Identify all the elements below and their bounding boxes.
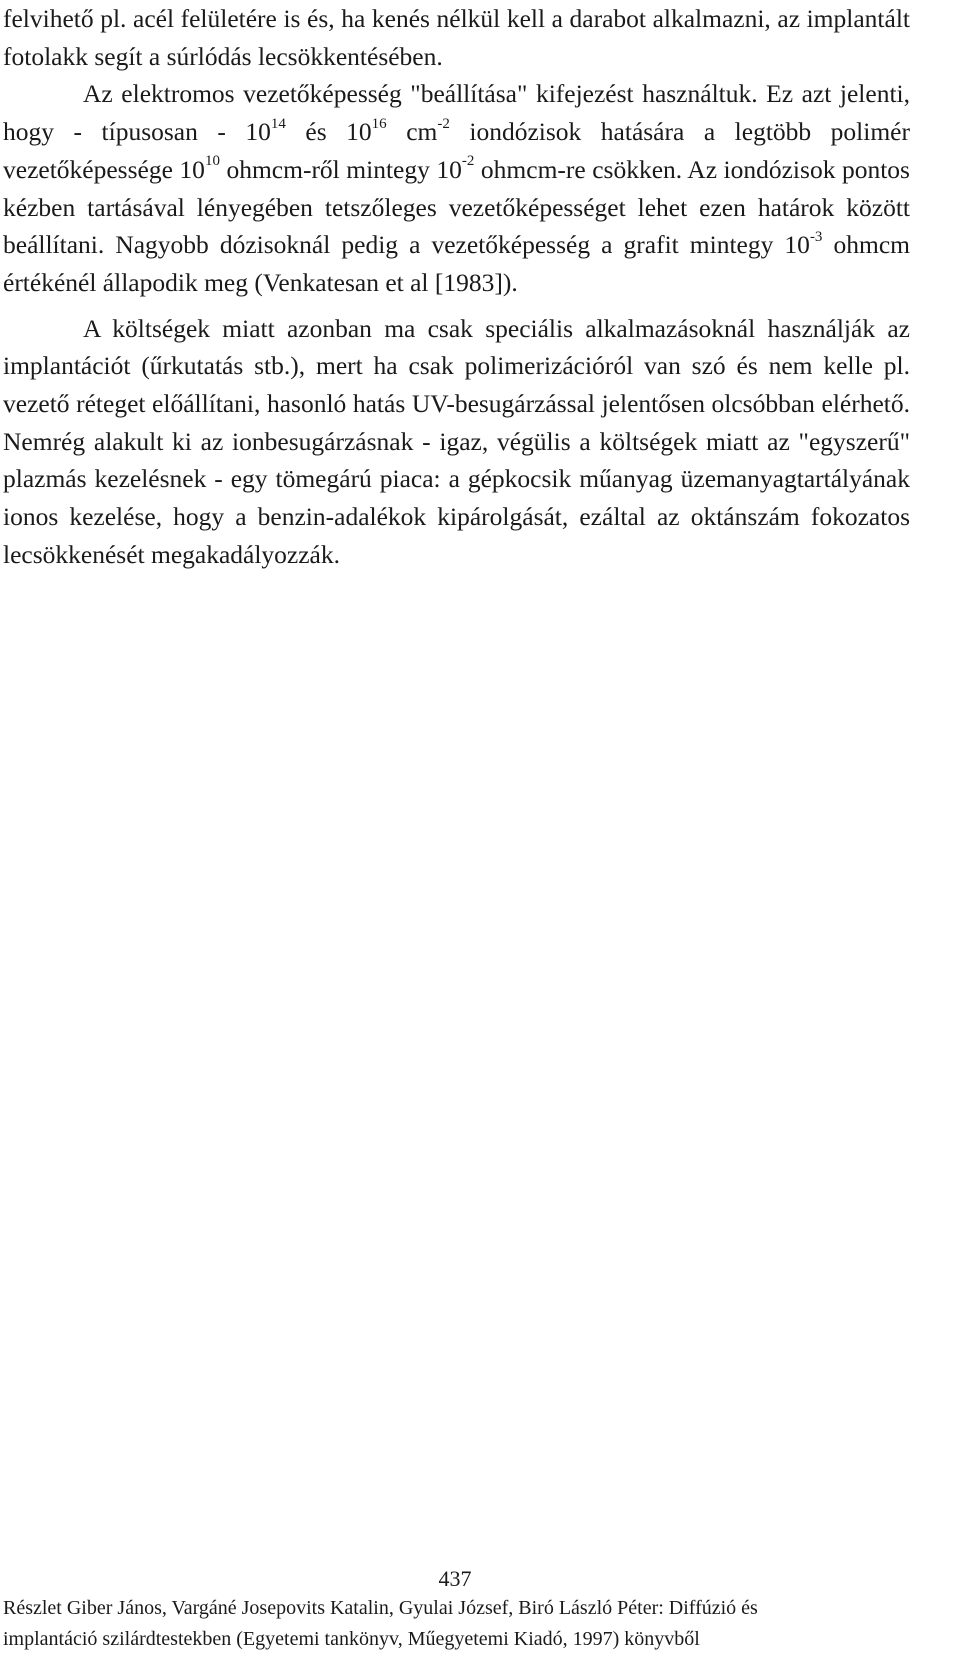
- paragraph-2-text: ohmcm-ről mintegy 10: [219, 154, 462, 184]
- paragraph-3: A költségek miatt azonban ma csak speciális alkalmazásoknál használják az implantációt (űrkutatás stb.), mert ha csak polimerizációról van szó és nem kelle pl. vezető réteget előállítani, hasonló hatás UV-besugárzással jelentősen olcsóbban elérhető. Nemrég alakult ki az ionbesugárzásnak - igaz, végülis a költségek miatt az "egyszerű" plazmás kezelésnek - egy tömegárú piaca: a gépkocsik műanyag üzemanyagtartályának ionos kezelése, hogy a benzin-adalékok kipárolgását, ezáltal az oktánszám fokozatos lecsökkenését megakadályozzák.: [3, 313, 910, 569]
- exponent: -2: [461, 153, 475, 170]
- exponent: 14: [270, 115, 286, 132]
- paragraph-2-text: ohmcm értékénél állapodik meg (Venkatesan et al [1983]).: [3, 230, 910, 297]
- exponent: 10: [204, 153, 220, 170]
- footer-line-2: implantáció szilárdtestekben (Egyetemi tankönyv, Műegyetemi Kiadó, 1997) könyvből: [3, 1628, 700, 1650]
- source-footer: [3, 1593, 913, 1655]
- paragraph-2-text: és 10: [285, 117, 372, 147]
- paragraph-2-text: ohmcm-re csökken. Az iondózisok pontos kézben tartásával lényegében tetszőleges vezetőképességet lehet ezen határok között beállítani. Nagyobb dózisoknál pedig a vezetőképesség a grafit mintegy 10: [3, 154, 910, 260]
- paragraph-2: [3, 75, 910, 301]
- footer-line-1: Részlet Giber János, Vargáné Josepovits Katalin, Gyulai József, Biró László Péter: Diffúzió és: [3, 1597, 758, 1619]
- paragraph-2-text: iondózisok hatására a legtöbb polimér vezetőképessége 10: [3, 117, 910, 184]
- paragraph-2-text: cm: [386, 117, 438, 147]
- exponent: -3: [809, 228, 823, 245]
- page-number: 437: [438, 1566, 472, 1591]
- body-text: [3, 0, 910, 574]
- exponent: -2: [437, 115, 450, 132]
- paragraph-1: felvihető pl. acél felületére is és, ha kenés nélkül kell a darabot alkalmazni, az implantált fotolakk segít a súrlódás lecsökkentésében.: [3, 4, 910, 71]
- exponent: 16: [371, 115, 387, 132]
- paragraph-2-text: Az elektromos vezetőképesség "beállítása" kifejezést használtuk. Ez azt jelenti, hogy - típusosan - 10: [3, 79, 910, 147]
